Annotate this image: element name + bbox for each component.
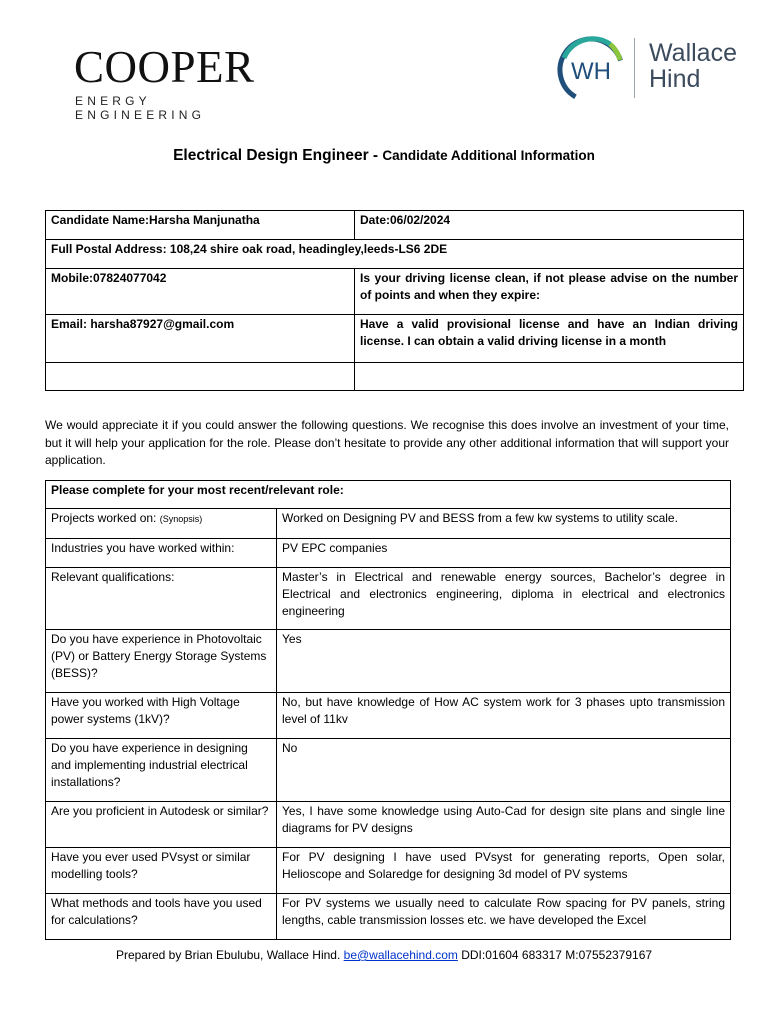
question-cell: Have you ever used PVsyst or similar modelling tools? (46, 848, 277, 894)
wh-logo-name-line2: Hind (649, 65, 701, 93)
question-cell (46, 509, 277, 539)
title-sub: Candidate Additional Information (382, 148, 595, 163)
answer-text: For PV systems we usually need to calculate Row spacing for PV panels, string lengths, cable transmission losses etc. we have developed the Excel (282, 896, 725, 927)
footer-suffix: DDI:01604 683317 M:07552379167 (457, 948, 653, 962)
table-row (46, 848, 731, 894)
candidate-name: Candidate Name:Harsha Manjunatha (46, 211, 355, 240)
question-cell: Do you have experience in designing and implementing industrial electrical installations? (46, 739, 277, 802)
footer-email-link[interactable]: be@wallacehind.com (343, 948, 458, 962)
table-row (46, 630, 731, 693)
table-row (46, 802, 731, 848)
logo-divider (634, 38, 635, 98)
empty-cell-right (355, 363, 744, 391)
license-question: Is your driving license clean, if not please advise on the number of points and when they expire: (355, 269, 744, 315)
candidate-email: Email: harsha87927@gmail.com (46, 315, 355, 363)
answer-cell: No (277, 739, 731, 802)
table-row (46, 539, 731, 568)
answer-cell (277, 894, 731, 940)
question-cell: Have you worked with High Voltage power systems (1kV)? (46, 693, 277, 739)
empty-cell-left (46, 363, 355, 391)
answer-cell: Master’s in Electrical and renewable energy sources, Bachelor’s degree in Electrical and electronics engineering, diploma in electrical and electronics engineering (277, 568, 731, 630)
table-row (46, 739, 731, 802)
question-cell: Industries you have worked within: (46, 539, 277, 568)
table-row (46, 894, 731, 940)
page-title (0, 147, 768, 165)
wh-logo-name (649, 40, 737, 92)
question-cell: Are you proficient in Autodesk or similar? (46, 802, 277, 848)
cooper-logo-name: COOPER (74, 42, 255, 92)
answer-cell: For PV designing I have used PVsyst for generating reports, Open solar, Helioscope and Solaredge for designing 3d model of PV systems (277, 848, 731, 894)
cooper-logo-subtitle: ENERGY ENGINEERING (75, 94, 206, 122)
answer-cell: Worked on Designing PV and BESS from a few kw systems to utility scale. (277, 509, 731, 539)
intro-paragraph: We would appreciate it if you could answer the following questions. We recognise this does involve an investment of your time, but it will help your application for the role. Please don’t hesitate to provide any other additional information that will support your application. (45, 418, 729, 467)
question-cell: Relevant qualifications: (46, 568, 277, 630)
title-main: Electrical Design Engineer - (173, 147, 383, 164)
question-text: Projects worked on: (51, 511, 160, 525)
candidate-mobile: Mobile:07824077042 (46, 269, 355, 315)
answer-cell: Yes, I have some knowledge using Auto-Cad for design site plans and single line diagrams for PV designs (277, 802, 731, 848)
table-row (46, 693, 731, 739)
footer-prefix: Prepared by Brian Ebulubu, Wallace Hind. (115, 948, 344, 962)
cooper-logo (74, 44, 284, 122)
wh-monogram: WH (571, 58, 611, 85)
wh-ring-icon (552, 30, 630, 110)
question-cell: What methods and tools have you used for calculations? (46, 894, 277, 940)
table-row (46, 509, 731, 539)
answer-cell: No, but have knowledge of How AC system work for 3 phases upto transmission level of 11kv (277, 693, 731, 739)
question-note: (Synopsis) (159, 514, 203, 524)
candidate-address: Full Postal Address: 108,24 shire oak road, headingley,leeds-LS6 2DE (46, 240, 744, 269)
questions-heading: Please complete for your most recent/relevant role: (46, 481, 731, 509)
wh-logo-name-line1: Wallace (649, 39, 737, 67)
questions-table (45, 480, 731, 940)
license-answer: Have a valid provisional license and have an Indian driving license. I can obtain a valid driving license in a month (355, 315, 744, 363)
table-row (46, 568, 731, 630)
candidate-date: Date:06/02/2024 (355, 211, 744, 240)
answer-cell: PV EPC companies (277, 539, 731, 568)
candidate-info-table (45, 210, 744, 391)
question-cell: Do you have experience in Photovoltaic (PV) or Battery Energy Storage Systems (BESS)? (46, 630, 277, 693)
footer (0, 948, 768, 962)
answer-cell: Yes (277, 630, 731, 693)
